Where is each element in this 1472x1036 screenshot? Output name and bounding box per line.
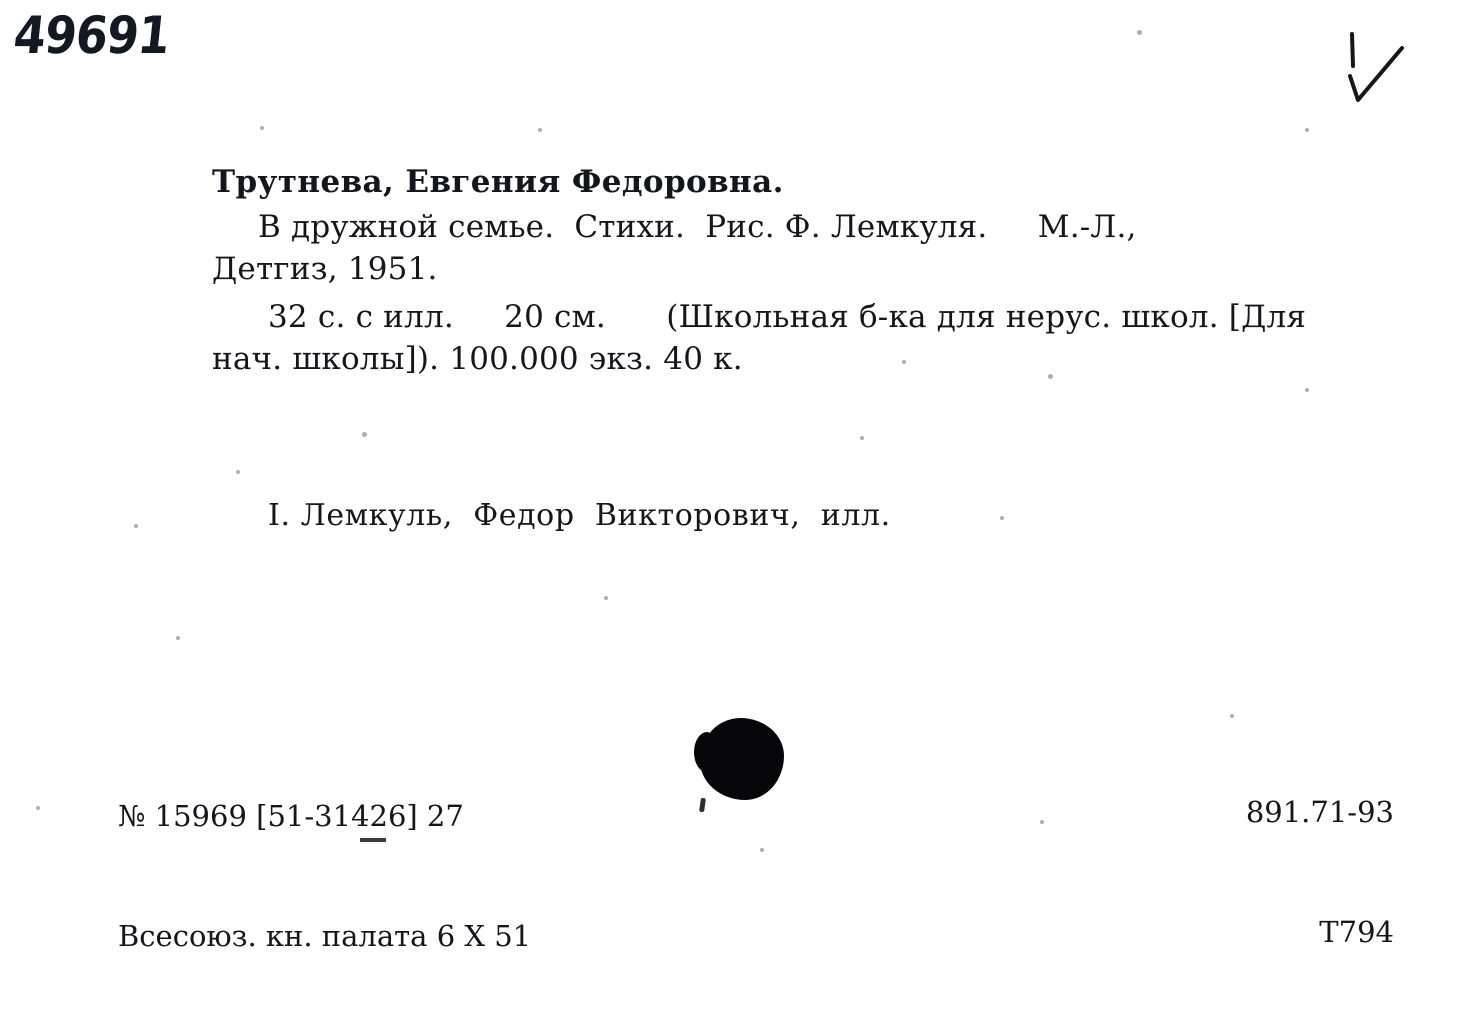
title-line-1 [212,206,1412,248]
scan-speck [1305,388,1309,392]
accession-number: 49691 [10,4,173,66]
title-statement [212,206,1412,290]
check-mark-icon [1344,30,1414,110]
call-number [1246,712,1394,1032]
physical-line-1-text: 32 с. с илл. 20 см. (Школьная б-ка для нерус. школ. [Для [268,299,1307,335]
imprint-footer [118,716,531,1036]
scan-speck [860,436,864,440]
scan-speck [362,432,367,437]
scan-speck [760,848,764,852]
scan-speck [1230,714,1234,718]
physical-description [212,296,1412,380]
author-heading: Трутнева, Евгения Федоровна. [212,164,784,200]
edge-mark [360,838,386,842]
added-entry-tracing: I. Лемкуль, Федор Викторович, илл. [268,498,891,533]
physical-line-2: нач. школы]). 100.000 экз. 40 к. [212,341,743,377]
bibliographic-record [212,160,1412,380]
ink-blot-mark [700,718,784,800]
call-number-classification: 891.71-93 [1245,795,1394,829]
scan-speck [1137,30,1142,35]
footer-left-line-2: Всесоюз. кн. палата 6 X 51 [118,919,532,953]
scan-speck [604,596,608,600]
scan-speck [176,636,180,640]
scan-speck [902,360,906,364]
physical-line-1 [212,296,1412,338]
scan-speck [1040,820,1044,824]
title-line-1-text: В дружной семье. Стихи. Рис. Ф. Лемкуля. М.-Л., [258,209,1137,245]
footer-left-line-1: № 15969 [51-31426] 27 [118,799,464,833]
title-line-2: Детгиз, 1951. [212,251,438,287]
scan-speck [1048,374,1053,379]
call-number-author-mark: Т794 [1319,915,1394,949]
scan-speck [36,806,40,810]
scan-speck [1305,128,1309,132]
scan-speck [236,470,240,474]
scan-speck [260,126,264,130]
scan-speck [1000,516,1004,520]
scan-speck [538,128,542,132]
scan-speck [134,524,138,528]
ink-blot-tail [699,798,706,813]
